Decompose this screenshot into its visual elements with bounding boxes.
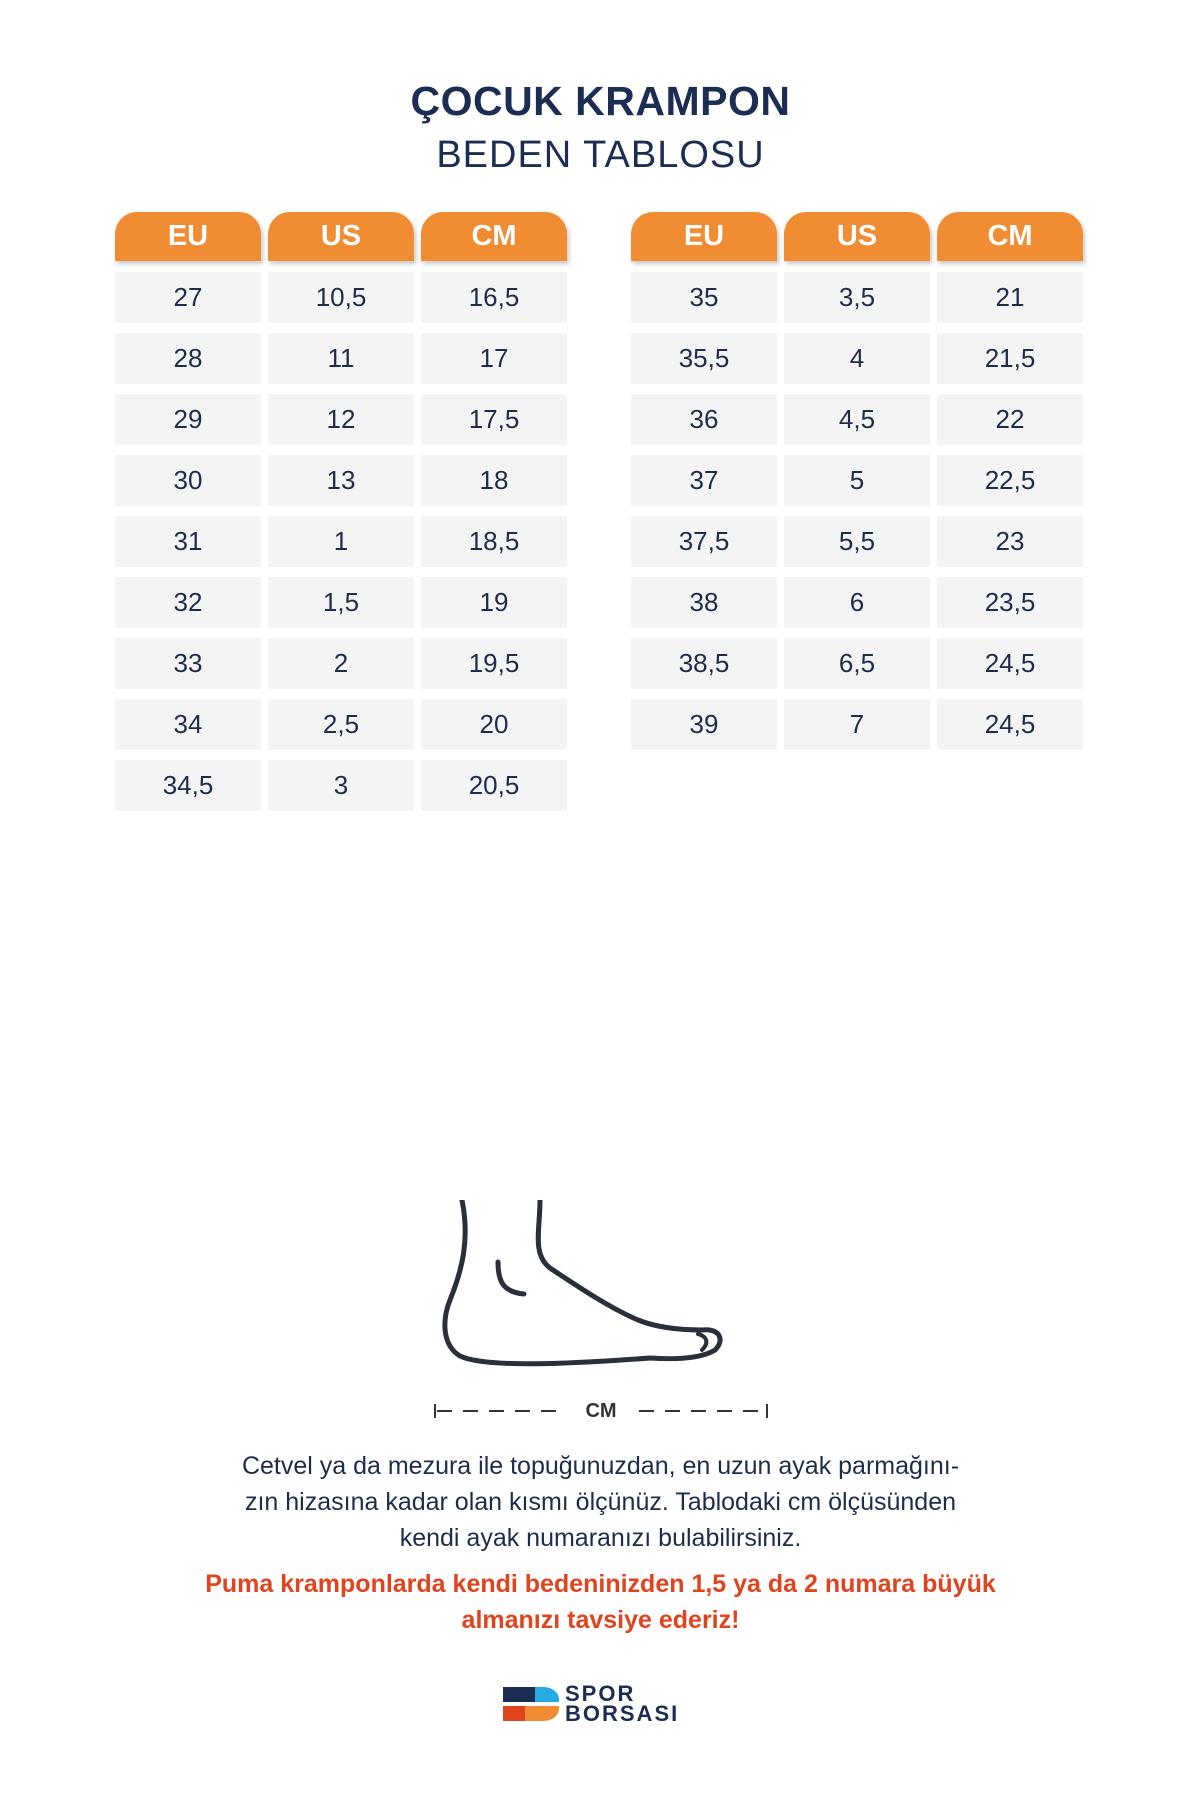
size-cell-us: 5 xyxy=(784,455,930,506)
warning-line: Puma kramponlarda kendi bedeninizden 1,5 ya da 2 numara büyük xyxy=(205,1570,996,1598)
table-row xyxy=(631,577,1083,628)
size-cell-cm: 18,5 xyxy=(421,516,567,567)
table-row xyxy=(115,638,567,689)
size-cell-cm: 23 xyxy=(937,516,1083,567)
size-cell-cm: 17 xyxy=(421,333,567,384)
size-cell-eu: 29 xyxy=(115,394,261,445)
size-cell-eu: 30 xyxy=(115,455,261,506)
size-cell-us: 6,5 xyxy=(784,638,930,689)
column-header-cm: CM xyxy=(937,212,1083,261)
measurement-guide xyxy=(433,1398,769,1426)
size-cell-us: 2,5 xyxy=(268,699,414,750)
size-cell-cm: 19,5 xyxy=(421,638,567,689)
size-cell-cm: 20,5 xyxy=(421,760,567,811)
column-header-cm: CM xyxy=(421,212,567,261)
table-row xyxy=(631,394,1083,445)
size-cell-cm: 22 xyxy=(937,394,1083,445)
size-cell-us: 7 xyxy=(784,699,930,750)
brand-logo xyxy=(503,1681,723,1726)
size-cell-cm: 24,5 xyxy=(937,699,1083,750)
logo-mark-icon xyxy=(503,1685,559,1723)
table-row xyxy=(631,699,1083,750)
size-cell-eu: 35 xyxy=(631,272,777,323)
size-cell-eu: 37,5 xyxy=(631,516,777,567)
table-header-row xyxy=(115,212,567,261)
size-table-left xyxy=(115,212,567,821)
instructions-line: zın hizasına kadar olan kısmı ölçünüz. Tablodaki cm ölçüsünden xyxy=(244,1488,957,1516)
size-cell-us: 3 xyxy=(268,760,414,811)
size-cell-eu: 32 xyxy=(115,577,261,628)
column-header-us: US xyxy=(268,212,414,261)
size-cell-us: 3,5 xyxy=(784,272,930,323)
table-row xyxy=(631,333,1083,384)
table-row xyxy=(115,333,567,384)
size-table-right xyxy=(631,212,1083,760)
size-cell-us: 5,5 xyxy=(784,516,930,567)
size-cell-cm: 21,5 xyxy=(937,333,1083,384)
logo-text-spor: SPOR xyxy=(565,1681,636,1706)
size-cell-eu: 27 xyxy=(115,272,261,323)
size-cell-us: 1 xyxy=(268,516,414,567)
size-cell-cm: 24,5 xyxy=(937,638,1083,689)
table-row xyxy=(631,272,1083,323)
warning-line: almanızı tavsiye ederiz! xyxy=(461,1606,740,1634)
table-row xyxy=(631,516,1083,567)
page-subtitle: BEDEN TABLOSU xyxy=(436,134,765,176)
size-cell-us: 10,5 xyxy=(268,272,414,323)
size-cell-cm: 22,5 xyxy=(937,455,1083,506)
size-cell-eu: 33 xyxy=(115,638,261,689)
size-cell-us: 2 xyxy=(268,638,414,689)
size-cell-us: 11 xyxy=(268,333,414,384)
column-header-eu: EU xyxy=(115,212,261,261)
table-header-row xyxy=(631,212,1083,261)
table-row xyxy=(631,638,1083,689)
size-cell-eu: 34,5 xyxy=(115,760,261,811)
size-cell-us: 6 xyxy=(784,577,930,628)
size-cell-cm: 16,5 xyxy=(421,272,567,323)
size-cell-eu: 35,5 xyxy=(631,333,777,384)
size-cell-eu: 31 xyxy=(115,516,261,567)
size-cell-eu: 39 xyxy=(631,699,777,750)
measurement-instructions xyxy=(180,1448,1021,1556)
size-cell-cm: 21 xyxy=(937,272,1083,323)
table-row xyxy=(115,272,567,323)
size-cell-cm: 18 xyxy=(421,455,567,506)
size-cell-eu: 37 xyxy=(631,455,777,506)
size-cell-eu: 38,5 xyxy=(631,638,777,689)
size-cell-cm: 19 xyxy=(421,577,567,628)
logo-text-borsasi: BORSASI xyxy=(565,1701,680,1726)
table-row xyxy=(115,760,567,811)
instructions-line: kendi ayak numaranızı bulabilirsiniz. xyxy=(399,1524,802,1552)
foot-icon xyxy=(440,1200,770,1380)
column-header-eu: EU xyxy=(631,212,777,261)
size-cell-cm: 23,5 xyxy=(937,577,1083,628)
size-cell-eu: 36 xyxy=(631,394,777,445)
table-row xyxy=(631,455,1083,506)
size-cell-us: 4,5 xyxy=(784,394,930,445)
size-cell-eu: 38 xyxy=(631,577,777,628)
column-header-us: US xyxy=(784,212,930,261)
table-row xyxy=(115,394,567,445)
size-cell-cm: 17,5 xyxy=(421,394,567,445)
measure-label: CM xyxy=(585,1400,617,1422)
table-row xyxy=(115,455,567,506)
size-cell-us: 1,5 xyxy=(268,577,414,628)
size-cell-eu: 28 xyxy=(115,333,261,384)
instructions-line: Cetvel ya da mezura ile topuğunuzdan, en uzun ayak parmağını- xyxy=(241,1452,960,1480)
size-recommendation-warning xyxy=(160,1566,1041,1638)
table-row xyxy=(115,577,567,628)
size-cell-eu: 34 xyxy=(115,699,261,750)
page-title: ÇOCUK KRAMPON xyxy=(410,78,791,124)
size-cell-us: 13 xyxy=(268,455,414,506)
size-cell-us: 4 xyxy=(784,333,930,384)
table-row xyxy=(115,699,567,750)
size-cell-cm: 20 xyxy=(421,699,567,750)
table-row xyxy=(115,516,567,567)
size-cell-us: 12 xyxy=(268,394,414,445)
